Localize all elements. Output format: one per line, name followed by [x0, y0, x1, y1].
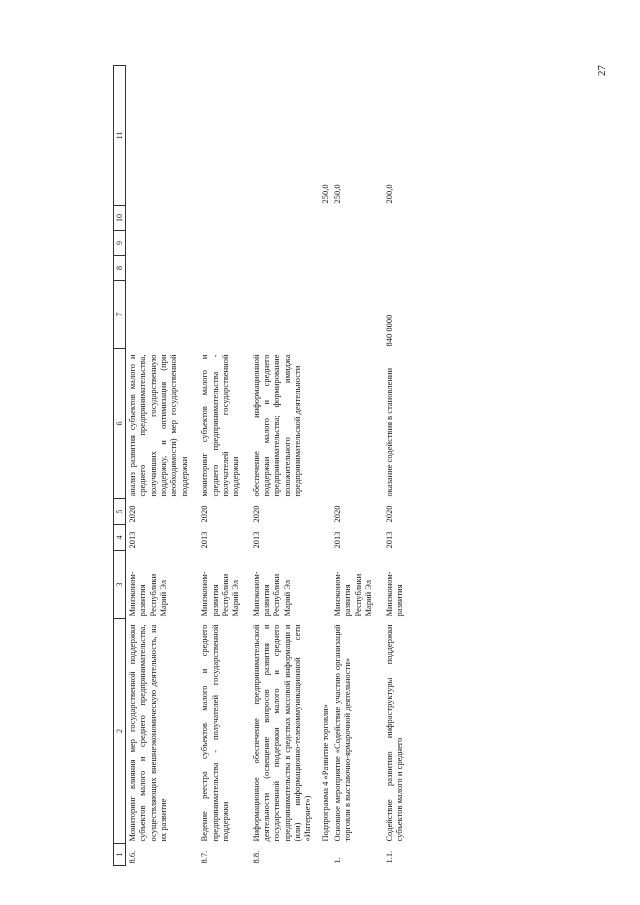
col8-cell — [126, 256, 191, 281]
col8-cell — [314, 256, 331, 281]
col11-cell: 200,0 — [383, 184, 394, 204]
end-year: 2020 — [383, 505, 394, 523]
rotated-page-content — [113, 86, 510, 866]
header-cell: 4 — [114, 525, 126, 551]
row-number: 1.1. — [383, 850, 394, 864]
executor-text: Минэконом-развития Республики Марий Эл — [199, 571, 241, 617]
col9-cell — [250, 231, 314, 256]
result-text: мониторинг субъектов малого и среднего предпринимательства - получателей государственной поддержки — [199, 354, 241, 497]
row-number: 1. — [332, 857, 343, 864]
col8-cell — [383, 256, 406, 281]
start-year: 2013 — [199, 531, 210, 549]
program-table — [113, 65, 405, 866]
header-cell: 2 — [114, 619, 126, 844]
table-row — [314, 66, 331, 866]
result-text: обеспечение информационной поддержки малого и среднего предпринимательства; формирование положительного имиджа предпринимательской деятельности — [250, 354, 303, 497]
result-text — [331, 349, 374, 499]
col10-cell — [250, 206, 314, 231]
col9-cell — [126, 231, 191, 256]
col10-cell — [314, 206, 331, 231]
start-year: 2013 — [127, 531, 137, 549]
result-text — [314, 349, 331, 499]
executor-text: Минэконом-развития Республики Марий Эл — [250, 571, 292, 617]
amount-cell: 840 0000 — [383, 314, 394, 347]
end-year: 2020 — [127, 505, 137, 523]
col9-cell — [331, 231, 374, 256]
amount-cell — [126, 281, 191, 349]
measure-text: Мониторинг влияния мер государственной поддержки субъектов малого и среднего предпринимательства, осуществляющих внешнеэкономическую деятельность, на их развитие — [127, 624, 169, 842]
header-cell: 7 — [114, 281, 126, 349]
executor-text: Минэконом-развития — [383, 571, 404, 617]
col11-cell: 250,0 — [319, 184, 330, 204]
header-cell: 8 — [114, 256, 126, 281]
amount-cell — [314, 281, 331, 349]
col10-cell — [126, 206, 191, 231]
table-row — [198, 66, 241, 866]
header-cell: 6 — [114, 349, 126, 499]
row-number: 8.8. — [250, 850, 261, 864]
measure-text: Содействие развитию инфраструктуры поддержки субъектов малого и среднего — [383, 624, 404, 842]
start-year — [314, 525, 331, 551]
amount-cell — [331, 281, 374, 349]
col9-cell — [383, 231, 406, 256]
result-text: анализ развития субъектов малого и среднего предпринимательства, получивших государственную поддержку, и оптимизация (при необходимости) мер государственной поддержки — [127, 354, 189, 497]
start-year: 2013 — [250, 531, 261, 549]
header-cell: 1 — [114, 844, 126, 866]
col10-cell — [198, 206, 241, 231]
measure-text: Информационное обеспечение предпринимательской деятельности (освещение вопросов развития и государственной поддержки малого и среднего предпринимательства в средствах массовой информации и (или) информационно-телекоммуникационной сети «Интернет») — [250, 624, 313, 842]
result-text: оказание содействия в становлении — [383, 367, 394, 497]
end-year: 2020 — [332, 505, 343, 523]
end-year: 2020 — [250, 505, 261, 523]
executor-text: Минэконом-развития Республики Марий Эл — [332, 571, 374, 617]
executor-text — [314, 551, 331, 619]
col9-cell — [314, 231, 331, 256]
subprogram-title: Подпрограмма 4 «Развитие торговли» — [319, 704, 330, 842]
end-year: 2020 — [199, 505, 210, 523]
row-number: 8.7. — [199, 850, 210, 864]
col11-cell — [198, 66, 241, 206]
amount-cell — [250, 281, 314, 349]
col8-cell — [250, 256, 314, 281]
end-year — [314, 499, 331, 525]
start-year: 2013 — [383, 531, 394, 549]
table-row — [383, 66, 406, 866]
col11-cell — [250, 66, 314, 206]
col9-cell — [198, 231, 241, 256]
table-header — [114, 66, 126, 866]
executor-text: Минэконом-развития Республики Марий Эл — [127, 571, 169, 617]
row-number — [314, 844, 331, 866]
start-year: 2013 — [332, 531, 343, 549]
col8-cell — [331, 256, 374, 281]
header-cell: 3 — [114, 551, 126, 619]
header-cell: 10 — [114, 206, 126, 231]
amount-cell — [198, 281, 241, 349]
table-row — [126, 66, 191, 866]
col10-cell — [383, 206, 406, 231]
col8-cell — [198, 256, 241, 281]
header-cell: 9 — [114, 231, 126, 256]
table-row — [331, 66, 374, 866]
measure-text: Основное мероприятие «Содействие участию организаций торговли в выставочно-ярмарочной деятельности» — [332, 624, 353, 842]
row-number: 8.6. — [127, 850, 137, 864]
header-cell: 5 — [114, 499, 126, 525]
page-number: 27 — [596, 65, 608, 76]
table-row — [250, 66, 314, 866]
col10-cell — [331, 206, 374, 231]
col11-cell — [126, 66, 191, 206]
measure-text: Ведение реестра субъектов малого и среднего предпринимательства - получателей государственной поддержки — [199, 624, 230, 842]
col11-cell: 250,0 — [332, 184, 343, 204]
header-cell: 11 — [114, 66, 126, 206]
